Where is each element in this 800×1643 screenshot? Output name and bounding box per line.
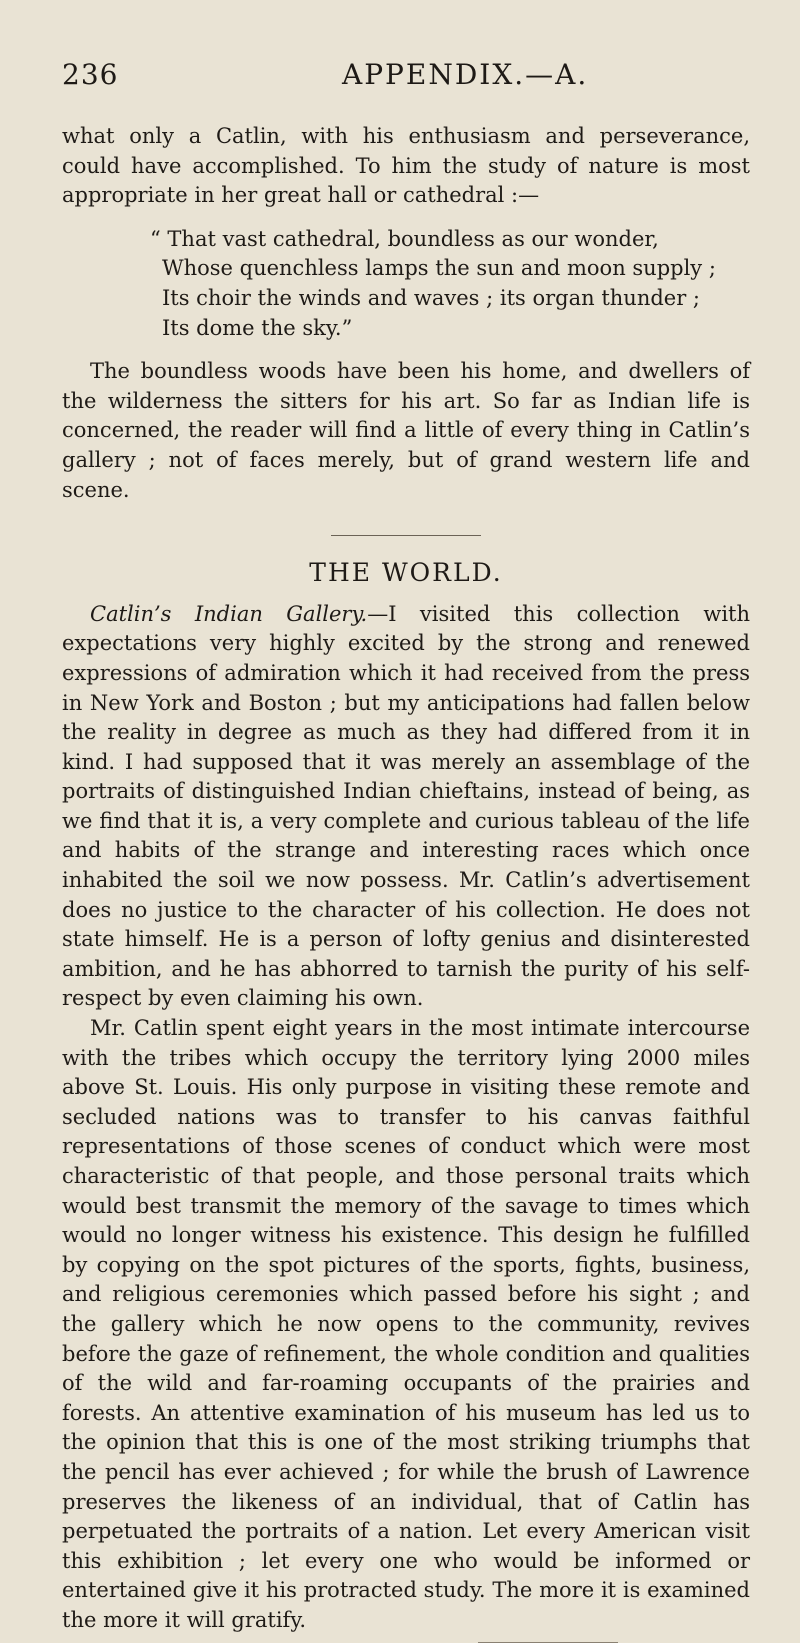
page-number: 236 [62, 58, 119, 91]
body-text [62, 122, 750, 1643]
verse-line: “ That vast cathedral, boundless as our wonder, [150, 226, 659, 251]
verse-quotation [150, 225, 750, 343]
section-heading: THE WORLD. [309, 558, 503, 588]
lead-title: Catlin’s Indian Gallery. [90, 601, 368, 626]
verse-line: Whose quenchless lamps the sun and moon supply ; [162, 256, 716, 281]
woods-paragraph: The boundless woods have been his home, and dwellers of the wilderness the sitters for his art. So far as Indian life is concerned, the reader will find a little of every thing in Catlin’s gallery ; not of faces merely, but of grand western life and scene. [62, 359, 750, 502]
intro-paragraph: what only a Catlin, with his enthusiasm and perseverance, could have accomplished. To him the study of nature is most appropriate in her great hall or cathedral :— [62, 124, 750, 208]
section-first-paragraph [62, 600, 750, 1014]
end-rule [478, 1642, 618, 1643]
running-head: APPENDIX.—A. [342, 58, 589, 91]
page-header [62, 58, 752, 94]
section-divider [331, 535, 481, 536]
section-second-paragraph: Mr. Catlin spent eight years in the most intimate intercourse with the tribes which occupy the territory lying 2000 miles above St. Louis. His only purpose in visiting these remote and secluded nations was to transfer to his canvas faithful representations of those scenes of conduct which were most characteristic of that people, and those personal traits which would best transmit the memory of the savage to times which would no longer witness his existence. This design he fulfilled by copying on the spot pictures of the sports, fights, business, and religious ceremonies which passed before his sight ; and the gallery which he now opens to the community, revives before the gaze of refinement, the whole condition and qualities of the wild and far-roaming occupants of the prairies and forests. An attentive examination of his museum has led us to the opinion that this is one of the most striking triumphs that the pencil has ever achieved ; for while the brush of Lawrence preserves the likeness of an individual, that of Catlin has perpetuated the portraits of a nation. Let every American visit this exhibition ; let every one who would be informed or entertained give it his protracted study. The more it is examined the more it will gratify. [62, 1016, 750, 1632]
verse-line: Its dome the sky.” [162, 315, 353, 340]
verse-line: Its choir the winds and waves ; its organ thunder ; [162, 285, 701, 310]
first-paragraph-text: —I visited this collection with expectations very highly excited by the strong and renewed expressions of admiration which it had received from the press in New York and Boston ; but my anticipations had fallen below the reality in degree as much as they had differed from it in kind. I had supposed that it was merely an assemblage of the portraits of distinguished Indian chieftains, instead of being, as we find that it is, a very complete and curious tableau of the life and habits of the strange and interesting races which once inhabited the soil we now possess. Mr. Catlin’s advertisement does no justice to the character of his collection. He does not state himself. He is a person of lofty genius and disinterested ambition, and he has abhorred to tarnish the purity of his self-respect by even claiming his own. [62, 601, 751, 1011]
